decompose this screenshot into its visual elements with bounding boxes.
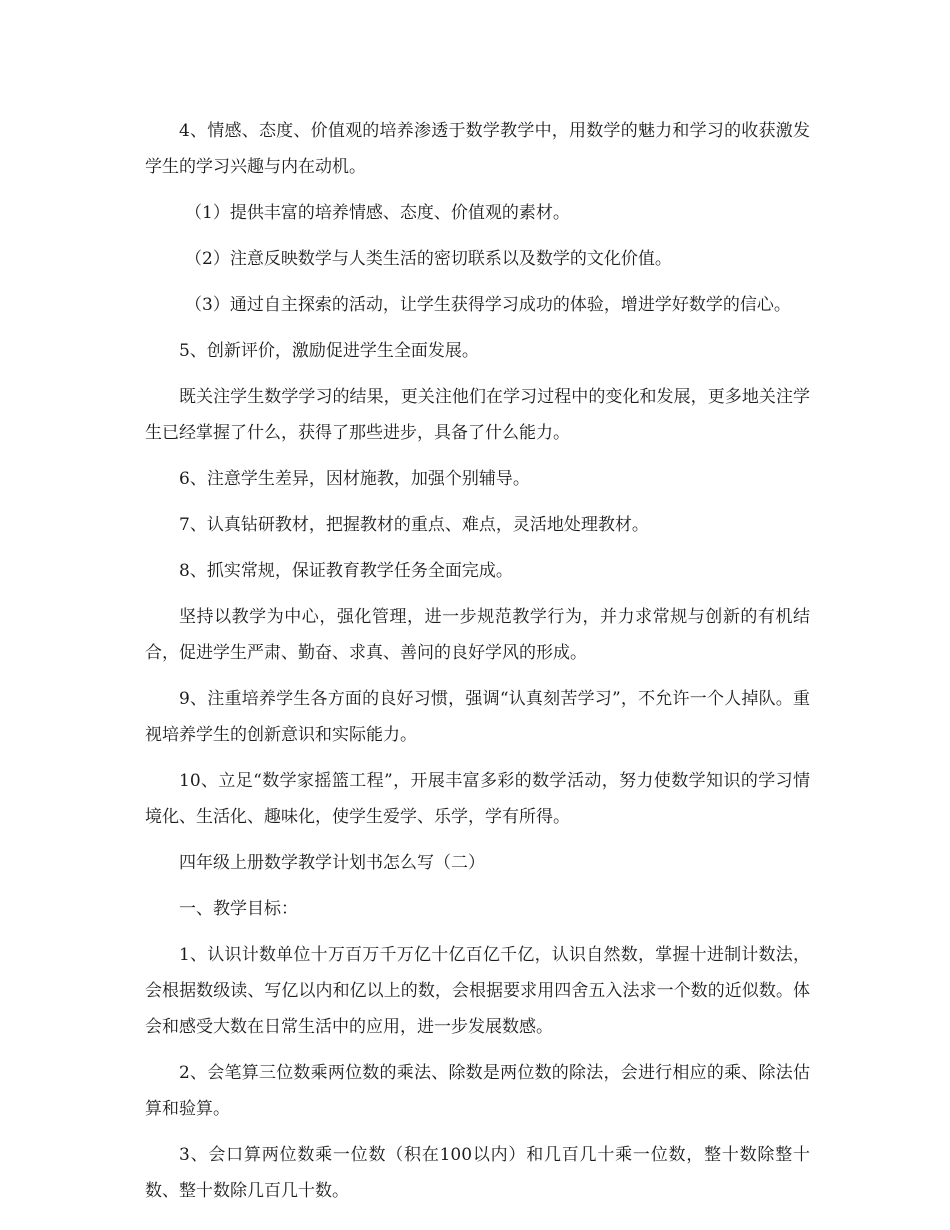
paragraph-item-6: 6、注意学生差异，因材施教，加强个别辅导。 [179, 469, 530, 489]
paragraph-item-4-3: （3）通过自主探索的活动，让学生获得学习成功的体验，增进学好数学的信心。 [185, 295, 791, 315]
paragraph-item-7: 7、认真钻研教材，把握教材的重点、难点，灵活地处理教材。 [179, 515, 649, 535]
section-title: 四年级上册数学教学计划书怎么写（二） [179, 853, 485, 873]
document-page [145, 113, 810, 1219]
goal-item-1: 1、认识计数单位十万百万千万亿十亿百亿千亿，认识自然数，掌握十进制计数法，会根据数级读、写亿以内和亿以上的数，会根据要求用四舍五入法求一个数的近似数。体会和感受大数在日常生活中的应用，进一步发展数感。 [145, 945, 810, 1037]
goal-item-3: 3、会口算两位数乘一位数（积在100以内）和几百几十乘一位数，整十数除整十数、整十数除几百几十数。 [145, 1145, 810, 1201]
goal-item-2: 2、会笔算三位数乘两位数的乘法、除数是两位数的除法，会进行相应的乘、除法估算和验算。 [145, 1063, 810, 1119]
paragraph-item-5: 5、创新评价，激励促进学生全面发展。 [179, 341, 479, 361]
paragraph-item-4-1: （1）提供丰富的培养情感、态度、价值观的素材。 [185, 203, 570, 223]
paragraph-item-8: 8、抓实常规，保证教育教学任务全面完成。 [179, 561, 513, 581]
paragraph-item-10: 10、立足“数学家摇篮工程”，开展丰富多彩的数学活动，努力使数学知识的学习情境化、生活化、趣味化，使学生爱学、乐学，学有所得。 [145, 771, 810, 827]
goals-heading: 一、教学目标： [179, 899, 298, 919]
paragraph-item-4: 4、情感、态度、价值观的培养渗透于数学教学中，用数学的魅力和学习的收获激发学生的学习兴趣与内在动机。 [145, 121, 810, 177]
paragraph-item-9: 9、注重培养学生各方面的良好习惯，强调“认真刻苦学习”，不允许一个人掉队。重视培养学生的创新意识和实际能力。 [145, 689, 810, 745]
paragraph-item-4-2: （2）注意反映数学与人类生活的密切联系以及数学的文化价值。 [185, 249, 672, 269]
paragraph-item-5-body: 既关注学生数学学习的结果，更关注他们在学习过程中的变化和发展，更多地关注学生已经掌握了什么，获得了那些进步，具备了什么能力。 [145, 387, 810, 443]
paragraph-item-8-body: 坚持以教学为中心，强化管理，进一步规范教学行为，并力求常规与创新的有机结合，促进学生严肃、勤奋、求真、善问的良好学风的形成。 [145, 607, 810, 663]
